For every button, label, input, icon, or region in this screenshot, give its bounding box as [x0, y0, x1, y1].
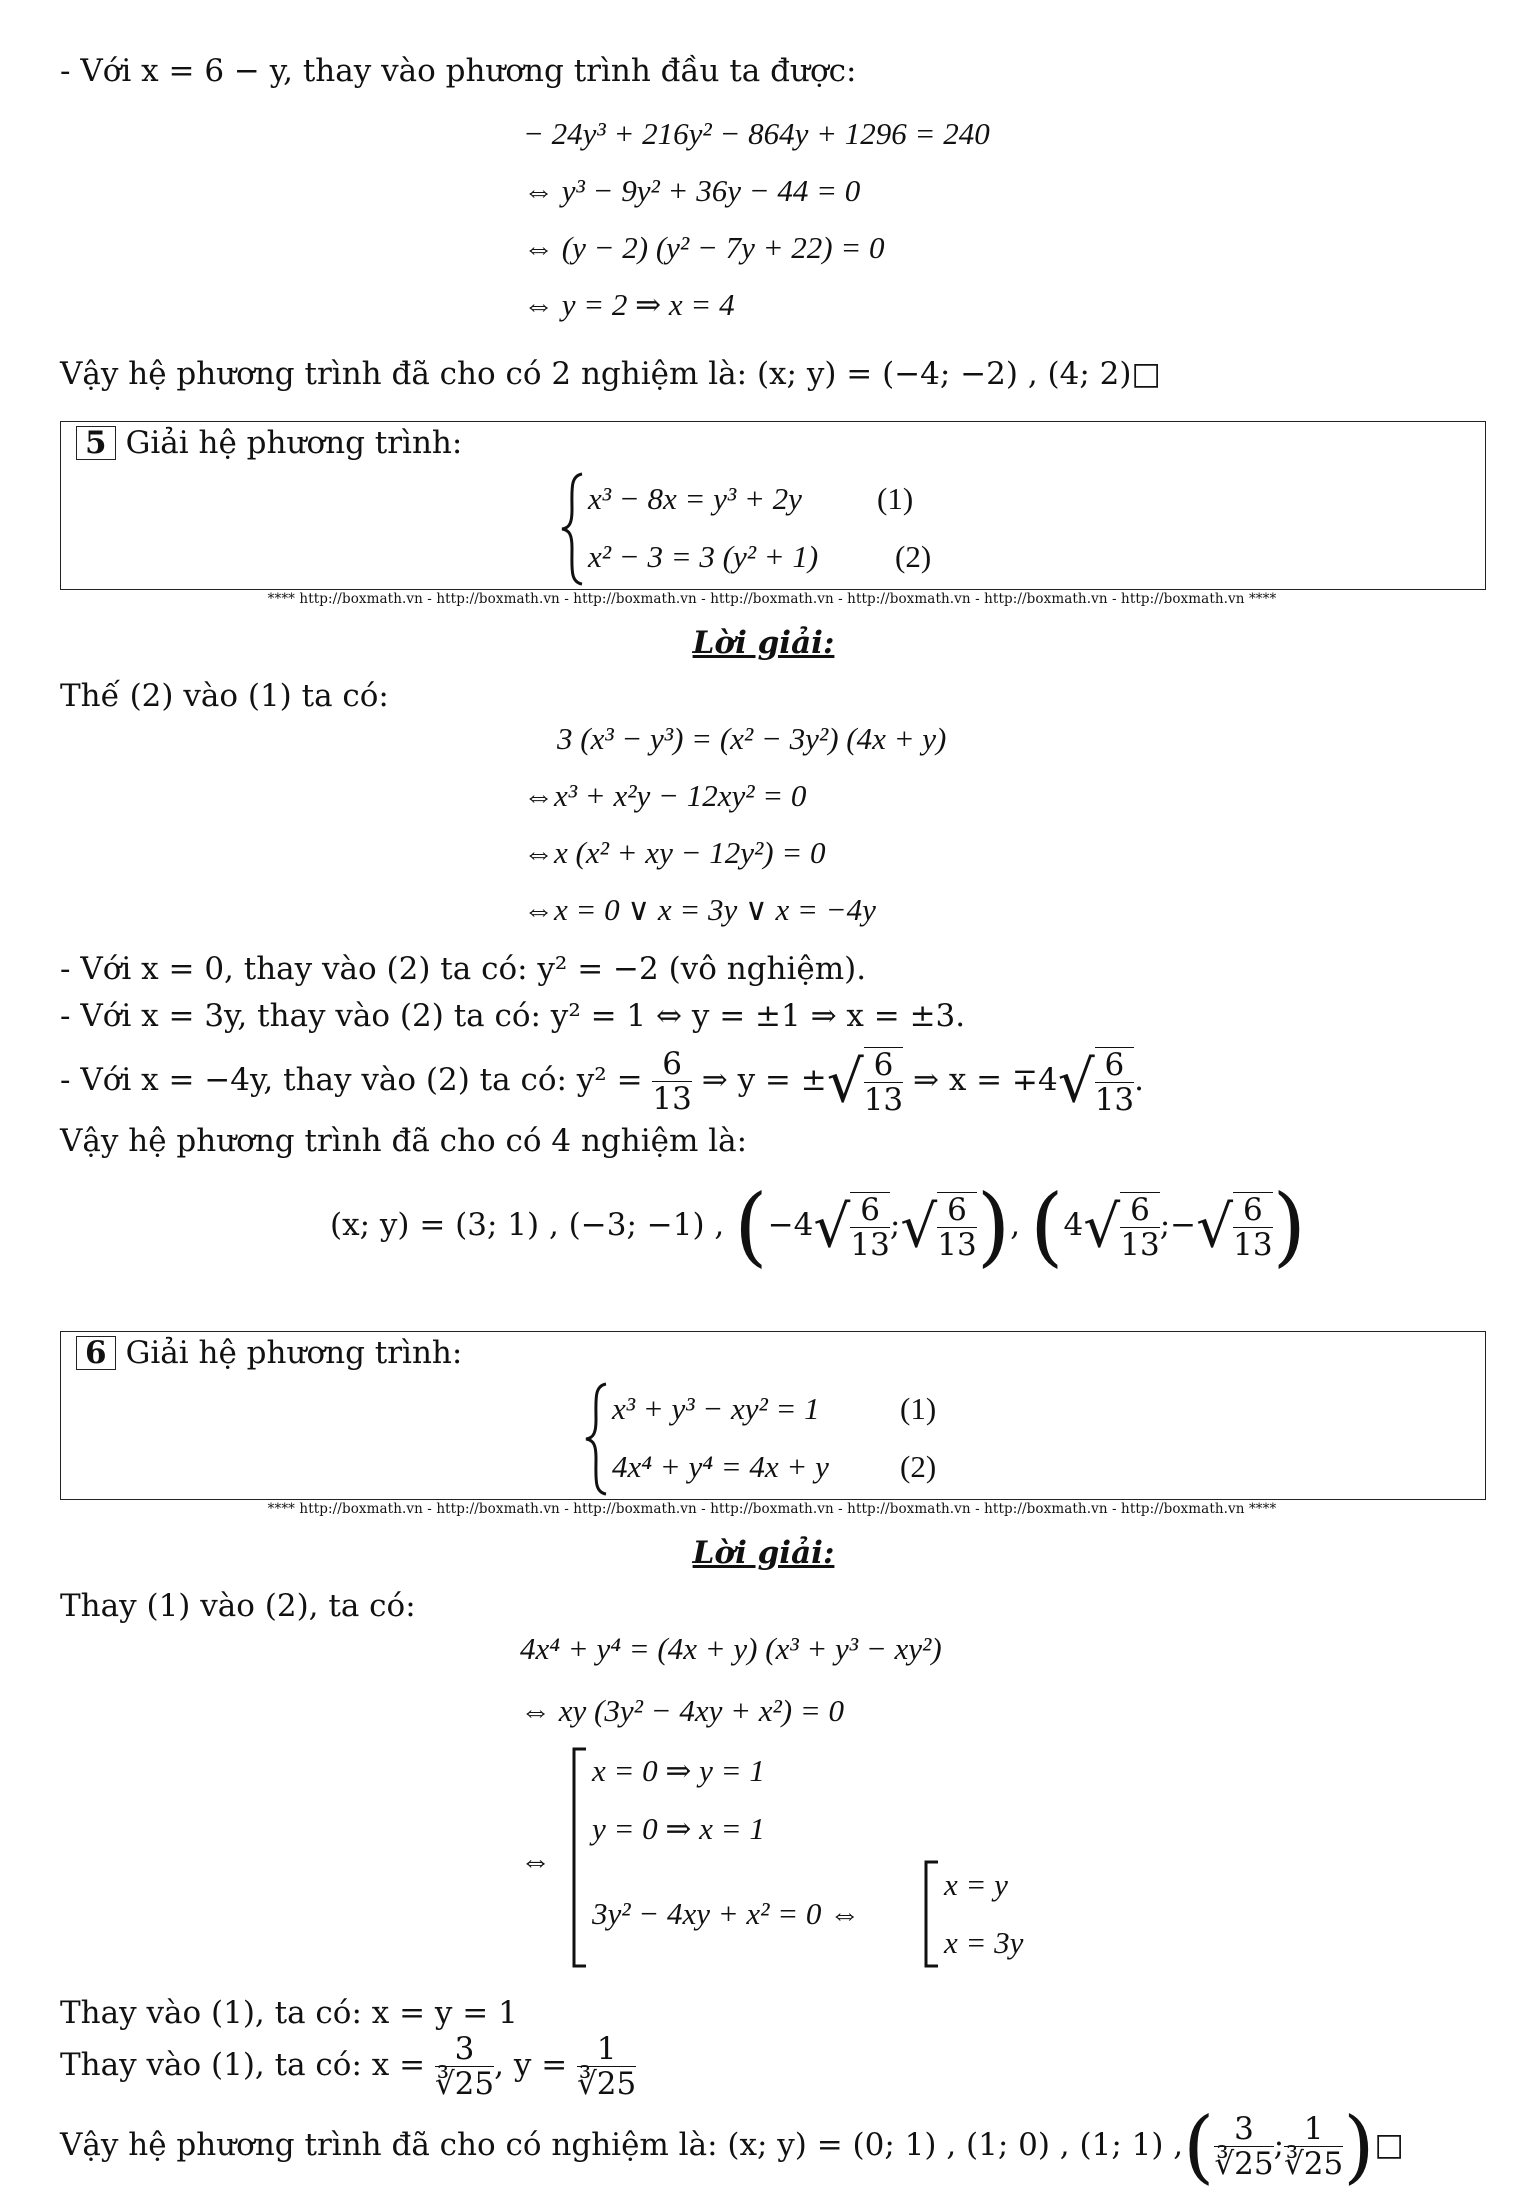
equation-4: ⇔ y = 2 ⇒ x = 4 [523, 287, 735, 322]
step-4: ⇔x = 0 ∨ x = 3y ∨ x = −4y [523, 892, 876, 927]
step-2: ⇔x³ + x²y − 12xy² = 0 [523, 778, 807, 813]
system-tag-2: (2) [900, 1449, 937, 1484]
conclusion-5: Vậy hệ phương trình đã cho có 4 nghiệm là: [60, 1123, 748, 1159]
problem-prompt [76, 424, 462, 462]
system-tag-1: (1) [877, 481, 914, 516]
sqrt-icon: √ [1083, 1192, 1121, 1261]
branch-3: 3y² − 4xy + x² = 0 ⇔ [592, 1896, 861, 1931]
solution-set: (x; y) = (3; 1) , (−3; −1) , (−4√ $\frac{6}{13}$ ;√ $\frac{6}{13}$ ), (4√ $\frac{6}{13}$ ;−√ $\frac{6}{13}$ ) [330, 1176, 1307, 1277]
left-brace-icon [558, 470, 588, 588]
problem-prompt [76, 1334, 462, 1372]
left-paren-icon: ( [734, 1176, 768, 1277]
fraction: $\frac{6}{13}$ [652, 1046, 692, 1117]
step-1: 3 (x³ − y³) = (x² − 3y²) (4x + y) [557, 721, 947, 756]
sqrt-icon: √ [1196, 1192, 1234, 1261]
problem-number: 6 [76, 1336, 116, 1370]
step-3: ⇔x (x² + xy − 12y²) = 0 [523, 835, 826, 870]
system-eq-2: 4x⁴ + y⁴ = 4x + y [612, 1449, 829, 1484]
solution-title: Lời giải: [692, 625, 835, 661]
problem-number: 5 [76, 426, 116, 460]
system-eq-1: x³ + y³ − xy² = 1 [612, 1391, 820, 1426]
case-3: - Với x = −4y, thay vào (2) ta có: y² = $\frac{6}{13}$ ⇒ y = ±√ $\frac{6}{13}$ ⇒ x = ∓4√ $\frac{6}{13}$ . [60, 1046, 1144, 1118]
left-paren-icon: ( [1183, 2099, 1215, 2193]
case-1: - Với x = 0, thay vào (2) ta có: y² = −2 (vô nghiệm). [60, 951, 867, 987]
branch-3a: x = y [944, 1867, 1008, 1902]
branch-2: y = 0 ⇒ x = 1 [592, 1811, 765, 1846]
iff-symbol: ⇔ [520, 1843, 551, 1878]
left-bracket-icon [568, 1745, 592, 1970]
left-brace-icon [582, 1380, 612, 1498]
equation-3: ⇔ (y − 2) (y² − 7y + 22) = 0 [523, 230, 885, 265]
right-paren-icon: ) [1343, 2099, 1375, 2193]
system-eq-2: x² − 3 = 3 (y² + 1) [588, 539, 819, 574]
fraction: $\frac{3}{∛25}$ [434, 2031, 495, 2102]
sqrt-icon: √ [826, 1047, 864, 1116]
equation-1: − 24y³ + 216y² − 864y + 1296 = 240 [523, 116, 990, 151]
final-answer: Vậy hệ phương trình đã cho có nghiệm là: (x; y) = (0; 1) , (1; 0) , (1; 1) ,( $\frac{3}{∛25}$ ; $\frac{1}{∛25}$ )□ [60, 2099, 1404, 2193]
fraction: $\frac{1}{∛25}$ [577, 2031, 637, 2102]
equation-2: ⇔ y³ − 9y² + 36y − 44 = 0 [523, 173, 861, 208]
step-1: 4x⁴ + y⁴ = (4x + y) (x³ + y³ − xy²) [520, 1631, 942, 1666]
intro-line: - Với x = 6 − y, thay vào phương trình đầu ta được: [60, 53, 857, 89]
case-3-text: - Với x = −4y, thay vào (2) ta có: y² = [60, 1062, 643, 1098]
site-footer: **** http://boxmath.vn - http://boxmath.vn - http://boxmath.vn - http://boxmath.vn - http://boxmath.vn - http://boxmath.vn - http://boxmath.vn **** [267, 1501, 1277, 1517]
result-1: Thay vào (1), ta có: x = y = 1 [60, 1995, 518, 2031]
case-2: - Với x = 3y, thay vào (2) ta có: y² = 1 ⇔ y = ±1 ⇒ x = ±3. [60, 998, 966, 1034]
left-paren-icon: ( [1029, 1176, 1064, 1277]
right-paren-icon: ) [1272, 1176, 1307, 1277]
fraction: $\frac{6}{13}$ [863, 1046, 904, 1118]
left-bracket-icon [920, 1858, 944, 1970]
problem-prompt-text: Giải hệ phương trình: [125, 425, 463, 461]
qed-icon: □ [1374, 2127, 1404, 2163]
site-footer: **** http://boxmath.vn - http://boxmath.vn - http://boxmath.vn - http://boxmath.vn - http://boxmath.vn - http://boxmath.vn - http://boxmath.vn **** [267, 591, 1277, 607]
step-intro: Thay (1) vào (2), ta có: [60, 1588, 416, 1624]
system-tag-1: (1) [900, 1391, 937, 1426]
sqrt-icon: √ [813, 1192, 851, 1261]
case-3-end-text: ⇒ x = ∓4 [913, 1062, 1058, 1098]
branch-1: x = 0 ⇒ y = 1 [592, 1753, 765, 1788]
problem-prompt-text: Giải hệ phương trình: [125, 1335, 463, 1371]
sqrt-icon: √ [1057, 1047, 1095, 1116]
branch-3b: x = 3y [944, 1925, 1024, 1960]
case-3-mid: ⇒ y = ± [701, 1062, 827, 1098]
sqrt-icon: √ [900, 1192, 938, 1261]
conclusion-line: Vậy hệ phương trình đã cho có 2 nghiệm là: (x; y) = (−4; −2) , (4; 2)□ [60, 356, 1161, 392]
step-intro: Thế (2) vào (1) ta có: [60, 678, 389, 714]
system-tag-2: (2) [895, 539, 932, 574]
system-eq-1: x³ − 8x = y³ + 2y [588, 481, 802, 516]
fraction: $\frac{6}{13}$ [1094, 1046, 1135, 1118]
result-2: Thay vào (1), ta có: x = $\frac{3}{∛25}$ , y = $\frac{1}{∛25}$ [60, 2031, 637, 2102]
solution-title: Lời giải: [692, 1535, 835, 1571]
right-paren-icon: ) [976, 1176, 1011, 1277]
step-2: ⇔ xy (3y² − 4xy + x²) = 0 [520, 1693, 845, 1728]
